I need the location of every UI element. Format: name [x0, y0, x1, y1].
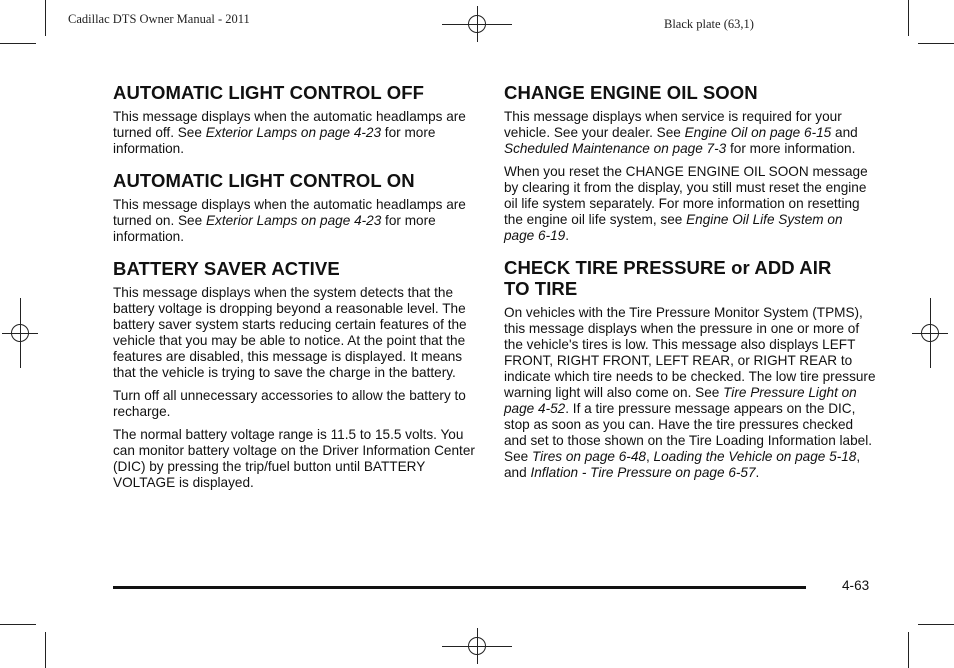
- section-paragraph: Turn off all unnecessary accessories to allow the battery to recharge.: [113, 388, 466, 419]
- section-battery-saver-active: [113, 258, 483, 491]
- section-check-tire-pressure: [504, 257, 876, 481]
- crop-mark-bottom-right-v: [908, 632, 909, 668]
- section-heading: AUTOMATIC LIGHT CONTROL ON: [113, 170, 415, 191]
- section-automatic-light-control-on: [113, 170, 483, 245]
- manual-title: Cadillac DTS Owner Manual - 2011: [68, 12, 250, 26]
- section-paragraph: The normal battery voltage range is 11.5 to 15.5 volts. You can monitor battery voltage on the Driver Information Center (DIC) by pressing the trip/fuel button until BATTERY VOLTAGE is displayed.: [113, 427, 475, 490]
- registration-mark-bottom: [442, 628, 512, 664]
- registration-mark-top: [442, 6, 512, 42]
- section-heading: CHECK TIRE PRESSURE or ADD AIR TO TIRE: [504, 257, 832, 299]
- cross-reference-link: Tire Pressure Light on page 4-52: [504, 385, 857, 416]
- crop-mark-bottom-right-h: [918, 624, 954, 625]
- cross-reference-link: Inflation - Tire Pressure on page 6-57: [530, 465, 756, 480]
- cross-reference-link: Exterior Lamps on page 4-23: [205, 125, 382, 140]
- crop-mark-bottom-left-h: [0, 624, 36, 625]
- section-paragraph: This message displays when the automatic headlamps are turned off. See Exterior Lamps on page 4-23 for more information.: [113, 109, 466, 156]
- section-paragraph: When you reset the CHANGE ENGINE OIL SOON message by clearing it from the display, you still must reset the engine oil life system separately. For more information on resetting the engine oil life system, see Engine Oil Life System on page 6-19.: [504, 164, 868, 243]
- section-change-engine-oil-soon: [504, 82, 876, 244]
- section-automatic-light-control-off: [113, 82, 483, 157]
- section-paragraph: This message displays when the system detects that the battery voltage is dropping beyond a reasonable level. The battery saver system starts reducing certain features of the vehicle that you may be able to notice. At the point that the features are disabled, this message is displayed. It means that the vehicle is trying to save the charge in the battery.: [113, 285, 467, 380]
- plate-label: Black plate (63,1): [664, 17, 754, 31]
- cross-reference-link: Engine Oil on page 6-15: [684, 125, 832, 140]
- crop-mark-top-right-v: [908, 0, 909, 36]
- section-heading: BATTERY SAVER ACTIVE: [113, 258, 340, 279]
- cross-reference-link: Scheduled Maintenance on page 7-3: [504, 141, 727, 156]
- cross-reference-link: Exterior Lamps on page 4-23: [205, 213, 382, 228]
- cross-reference-link: Engine Oil Life System on page 6-19: [504, 212, 843, 243]
- crop-mark-top-left-v: [45, 0, 46, 36]
- crop-mark-top-right-h: [918, 43, 954, 44]
- section-heading: AUTOMATIC LIGHT CONTROL OFF: [113, 82, 425, 103]
- section-heading: CHANGE ENGINE OIL SOON: [504, 82, 758, 103]
- section-paragraph: This message displays when the automatic headlamps are turned on. See Exterior Lamps on page 4-23 for more information.: [113, 197, 466, 244]
- section-paragraph: On vehicles with the Tire Pressure Monitor System (TPMS), this message displays when the pressure in one or more of the vehicle's tires is low. This message also displays LEFT FRONT, RIGHT FRONT, LEFT REAR, or RIGHT REAR to indicate which tire needs to be checked. The low tire pressure warning light will also come on. See Tire Pressure Light on page 4-52. If a tire pressure message appears on the DIC, stop as soon as you can. Have the tire pressures checked and set to those shown on the Tire Loading Information label. See Tires on page 6-48, Loading the Vehicle on page 5-18, and Inflation - Tire Pressure on page 6-57.: [504, 305, 876, 480]
- left-column: [113, 82, 483, 504]
- right-column: [504, 82, 876, 494]
- crop-mark-bottom-left-v: [45, 632, 46, 668]
- crop-mark-top-left-h: [0, 43, 36, 44]
- section-paragraph: This message displays when service is required for your vehicle. See your dealer. See Engine Oil on page 6-15 and Scheduled Maintenance on page 7-3 for more information.: [504, 109, 858, 156]
- registration-mark-right: [912, 298, 948, 368]
- page-number: 4-63: [842, 578, 870, 593]
- cross-reference-link: Tires on page 6-48: [531, 449, 646, 464]
- registration-mark-left: [2, 298, 38, 368]
- footer-rule: [113, 586, 806, 589]
- cross-reference-link: Loading the Vehicle on page 5-18: [653, 449, 857, 464]
